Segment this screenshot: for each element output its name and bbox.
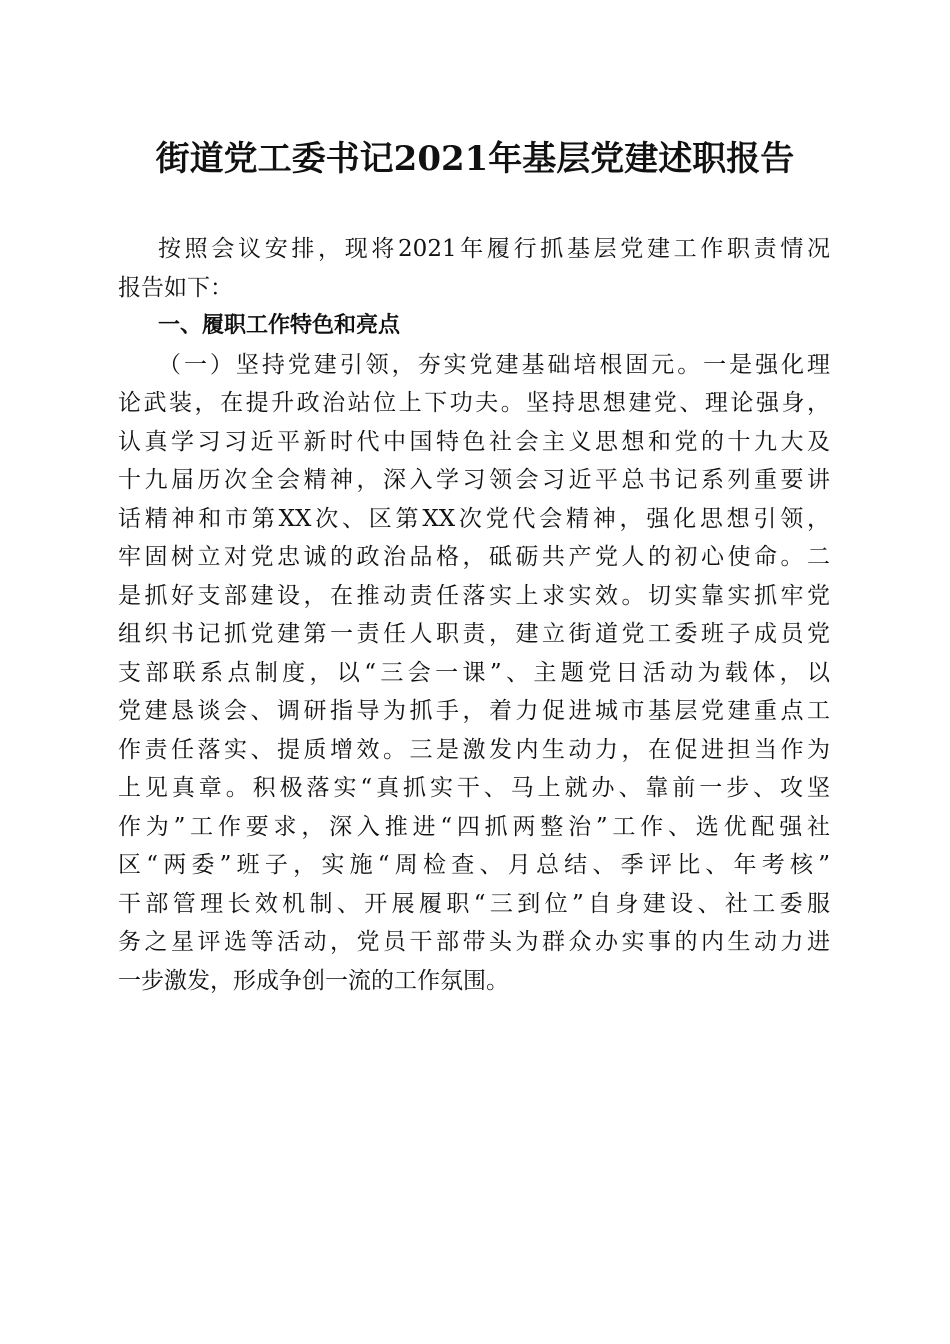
intro-line: 报告如下： <box>118 274 233 301</box>
paragraph-line: 论武装，在提升政治站位上下功夫。坚持思想建党、理论强身， <box>118 390 830 416</box>
intro-line: 按照会议安排，现将2021年履行抓基层党建工作职责情况 <box>158 236 830 262</box>
paragraph-line: 务之星评选等活动，党员干部带头为群众办实事的内生动力进 <box>118 929 830 955</box>
paragraph-line: 区“两委”班子，实施“周检查、月总结、季评比、年考核” <box>118 852 830 878</box>
section-heading: 一、履职工作特色和亮点 <box>158 313 401 338</box>
document-title: 街道党工委书记2021年基层党建述职报告 <box>155 139 795 179</box>
paragraph-line: 上见真章。积极落实“真抓实干、马上就办、靠前一步、攻坚 <box>118 775 830 801</box>
paragraph-line: 组织书记抓党建第一责任人职责，建立街道党工委班子成员党 <box>118 621 830 647</box>
paragraph-line: 十九届历次全会精神，深入学习领会习近平总书记系列重要讲 <box>118 467 830 493</box>
paragraph-line: 作为”工作要求，深入推进“四抓两整治”工作、选优配强社 <box>118 813 830 840</box>
paragraph-line: 支部联系点制度，以“三会一课”、主题党日活动为载体，以 <box>118 659 830 686</box>
paragraph-line: 干部管理长效机制、开展履职“三到位”自身建设、社工委服 <box>118 890 830 917</box>
paragraph-line: 党建恳谈会、调研指导为抓手，着力促进城市基层党建重点工 <box>118 698 830 724</box>
paragraph-line: （一）坚持党建引领，夯实党建基础培根固元。一是强化理 <box>158 351 830 378</box>
paragraph-line: 作责任落实、提质增效。三是激发内生动力，在促进担当作为 <box>118 736 830 763</box>
paragraph-line: 牢固树立对党忠诚的政治品格，砥砺共产党人的初心使命。二 <box>118 544 830 570</box>
paragraph-line: 认真学习习近平新时代中国特色社会主义思想和党的十九大及 <box>118 428 830 455</box>
document-body <box>118 230 830 1000</box>
paragraph-line: 话精神和市第XX次、区第XX次党代会精神，强化思想引领， <box>118 505 830 532</box>
paragraph-line: 是抓好支部建设，在推动责任落实上求实效。切实靠实抓牢党 <box>118 582 830 609</box>
paragraph-line: 一步激发，形成争创一流的工作氛围。 <box>118 967 509 994</box>
